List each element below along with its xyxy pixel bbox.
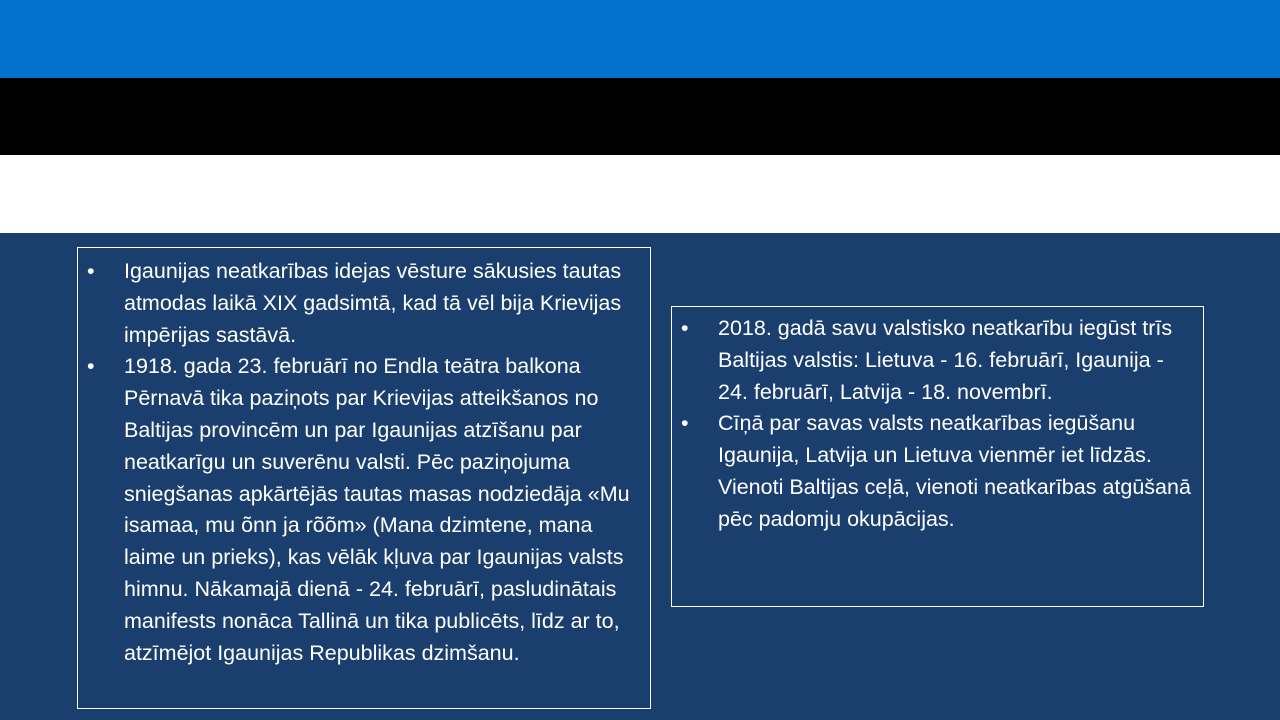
- bullet-icon: •: [87, 354, 95, 379]
- bullet-icon: •: [681, 411, 689, 436]
- bullet-icon: •: [87, 259, 95, 283]
- bullet-icon: •: [681, 316, 689, 340]
- left-text-box: [77, 247, 651, 709]
- right-text-box: [671, 306, 1204, 607]
- flag-stripe-white: [0, 155, 1280, 233]
- list-item: [87, 351, 640, 669]
- bullet-text: 1918. gada 23. februārī no Endla teātra balkona Pērnavā tika paziņots par Krievijas atteikšanos no Baltijas provincēm un par Igaunijas atzīšanu par neatkarīgu un suverēnu valsti. Pēc paziņojuma sniegšanas apkārtējās tautas masas nodziedāja «Mu isamaa, mu õnn ja rõõm» (Mana dzimtene, mana laime un prieks), kas vēlāk kļuva par Igaunijas valsts himnu. Nākamajā dienā - 24. februārī, pasludinātais manifests nonāca Tallinā un tika publicēts, līdz ar to, atzīmējot Igaunijas Republikas dzimšanu.: [124, 354, 630, 665]
- flag-stripe-blue: [0, 0, 1280, 78]
- right-bullet-list: [681, 313, 1193, 536]
- bullet-text: Igaunijas neatkarības idejas vēsture sākusies tautas atmodas laikā XIX gadsimtā, kad tā vēl bija Krievijas impērijas sastāvā.: [124, 259, 622, 347]
- bullet-text: Cīņā par savas valsts neatkarības iegūšanu Igaunija, Latvija un Lietuva vienmēr iet līdzās. Vienoti Baltijas ceļā, vienoti neatkarības atgūšanā pēc padomju okupācijas.: [718, 411, 1191, 531]
- flag-stripe-black: [0, 78, 1280, 155]
- bullet-text: 2018. gadā savu valstisko neatkarību iegūst trīs Baltijas valstis: Lietuva - 16. februārī, Igaunija - 24. februārī, Latvija - 18. novembrī.: [718, 316, 1173, 404]
- list-item: [681, 408, 1193, 535]
- left-bullet-list: [87, 256, 640, 669]
- list-item: [87, 256, 640, 351]
- list-item: [681, 313, 1193, 408]
